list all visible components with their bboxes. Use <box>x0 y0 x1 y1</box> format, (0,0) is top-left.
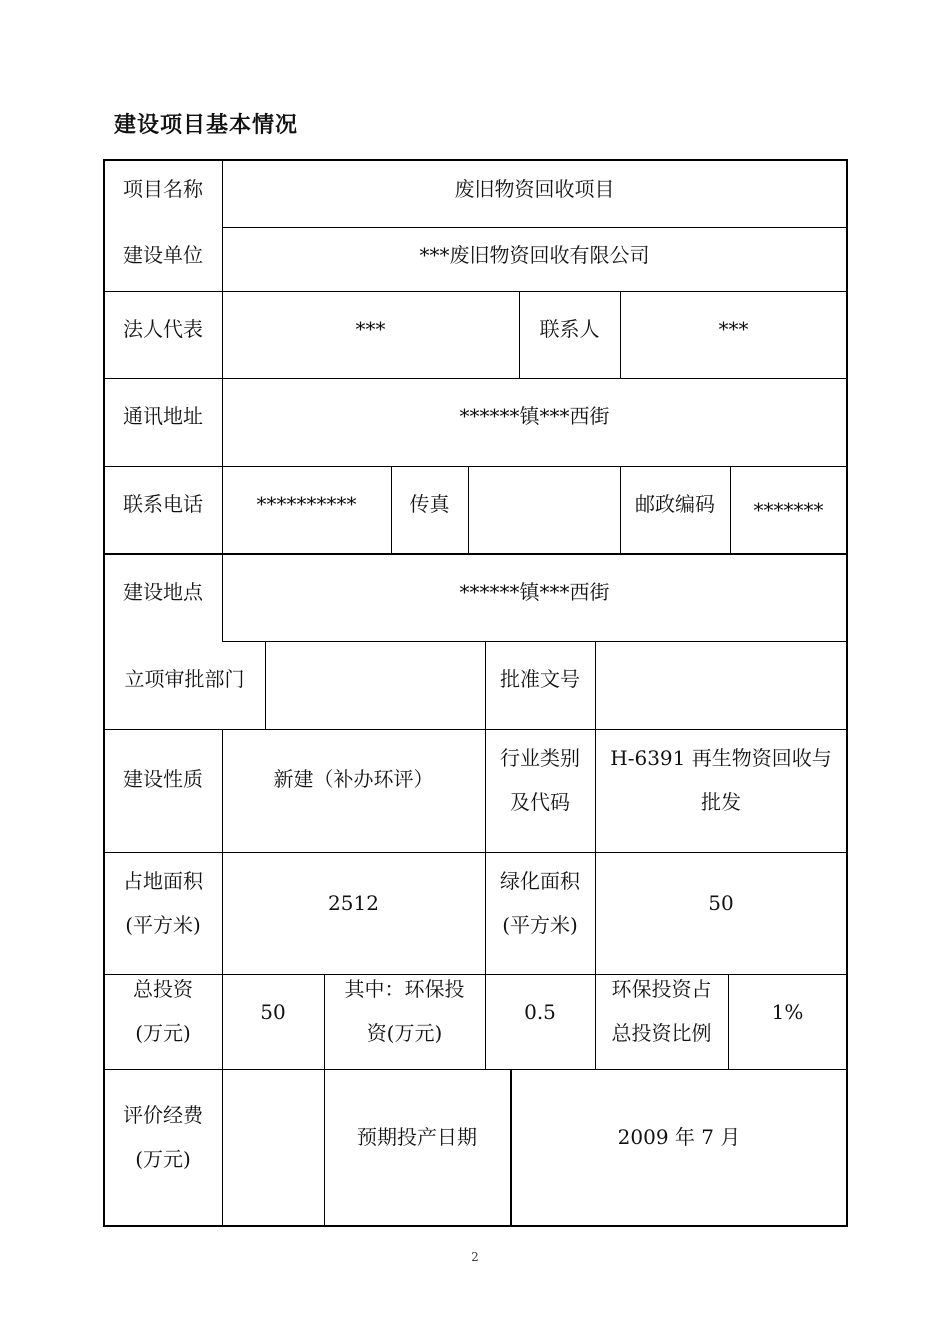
value-total-investment: 50 <box>260 1000 286 1024</box>
label-env-ratio-2: 总投资比例 <box>611 1021 712 1045</box>
value-approval-doc <box>595 651 847 711</box>
value-nature: 新建（补办环评） <box>273 767 434 791</box>
value-address: ******镇***西街 <box>459 404 610 428</box>
label-builder: 建设单位 <box>123 243 203 267</box>
label-contact: 联系人 <box>539 317 600 341</box>
page-number: 2 <box>471 1250 479 1264</box>
value-industry-1: H-6391 再生物资回收与 <box>610 746 832 770</box>
label-eval-fee-1: 评价经费 <box>123 1103 203 1127</box>
value-contact: *** <box>718 317 749 341</box>
label-production-date: 预期投产日期 <box>357 1125 477 1149</box>
value-site: ******镇***西街 <box>459 580 610 604</box>
value-green-area: 50 <box>708 891 734 915</box>
value-fax <box>468 476 620 536</box>
label-env-investment-2: 资(万元) <box>366 1021 443 1045</box>
label-project-name: 项目名称 <box>123 177 203 201</box>
value-phone: ********** <box>256 492 357 516</box>
label-address: 通讯地址 <box>123 404 203 428</box>
row-divider <box>104 553 847 555</box>
label-total-investment-1: 总投资 <box>133 977 193 1001</box>
value-env-investment: 0.5 <box>524 1000 556 1024</box>
label-industry-2: 及代码 <box>510 790 570 814</box>
value-builder: ***废旧物资回收有限公司 <box>419 243 650 267</box>
label-env-investment-1: 其中：环保投 <box>344 977 465 1001</box>
value-land-area: 2512 <box>328 891 379 915</box>
row-divider <box>104 291 847 292</box>
value-eval-fee <box>222 1069 324 1205</box>
label-approval-dept: 立项审批部门 <box>124 667 245 691</box>
value-approval-dept <box>265 651 485 711</box>
label-land-area-1: 占地面积 <box>123 869 203 893</box>
value-production-date: 2009 年 7 月 <box>617 1125 741 1149</box>
label-approval-doc: 批准文号 <box>500 667 580 691</box>
label-legal-rep: 法人代表 <box>123 317 203 341</box>
row-divider <box>104 378 847 379</box>
label-postcode: 邮政编码 <box>635 492 715 516</box>
row-divider <box>222 641 847 642</box>
label-total-investment-2: (万元) <box>135 1021 191 1045</box>
label-site: 建设地点 <box>123 580 203 604</box>
value-env-ratio: 1% <box>771 1000 804 1024</box>
label-industry-1: 行业类别 <box>500 746 580 770</box>
section-title: 建设项目基本情况 <box>114 113 299 138</box>
label-env-ratio-1: 环保投资占 <box>611 977 712 1001</box>
label-green-area-2: (平方米) <box>502 913 578 937</box>
label-phone: 联系电话 <box>123 492 203 516</box>
label-land-area-2: (平方米) <box>125 913 201 937</box>
value-postcode: ******* <box>753 498 824 522</box>
label-nature: 建设性质 <box>123 767 203 791</box>
value-industry-2: 批发 <box>701 790 741 814</box>
label-green-area-1: 绿化面积 <box>500 869 580 893</box>
label-eval-fee-2: (万元) <box>135 1147 191 1171</box>
value-project-name: 废旧物资回收项目 <box>454 177 615 201</box>
row-divider <box>104 466 847 467</box>
value-legal-rep: *** <box>355 317 386 341</box>
label-fax: 传真 <box>409 492 450 516</box>
